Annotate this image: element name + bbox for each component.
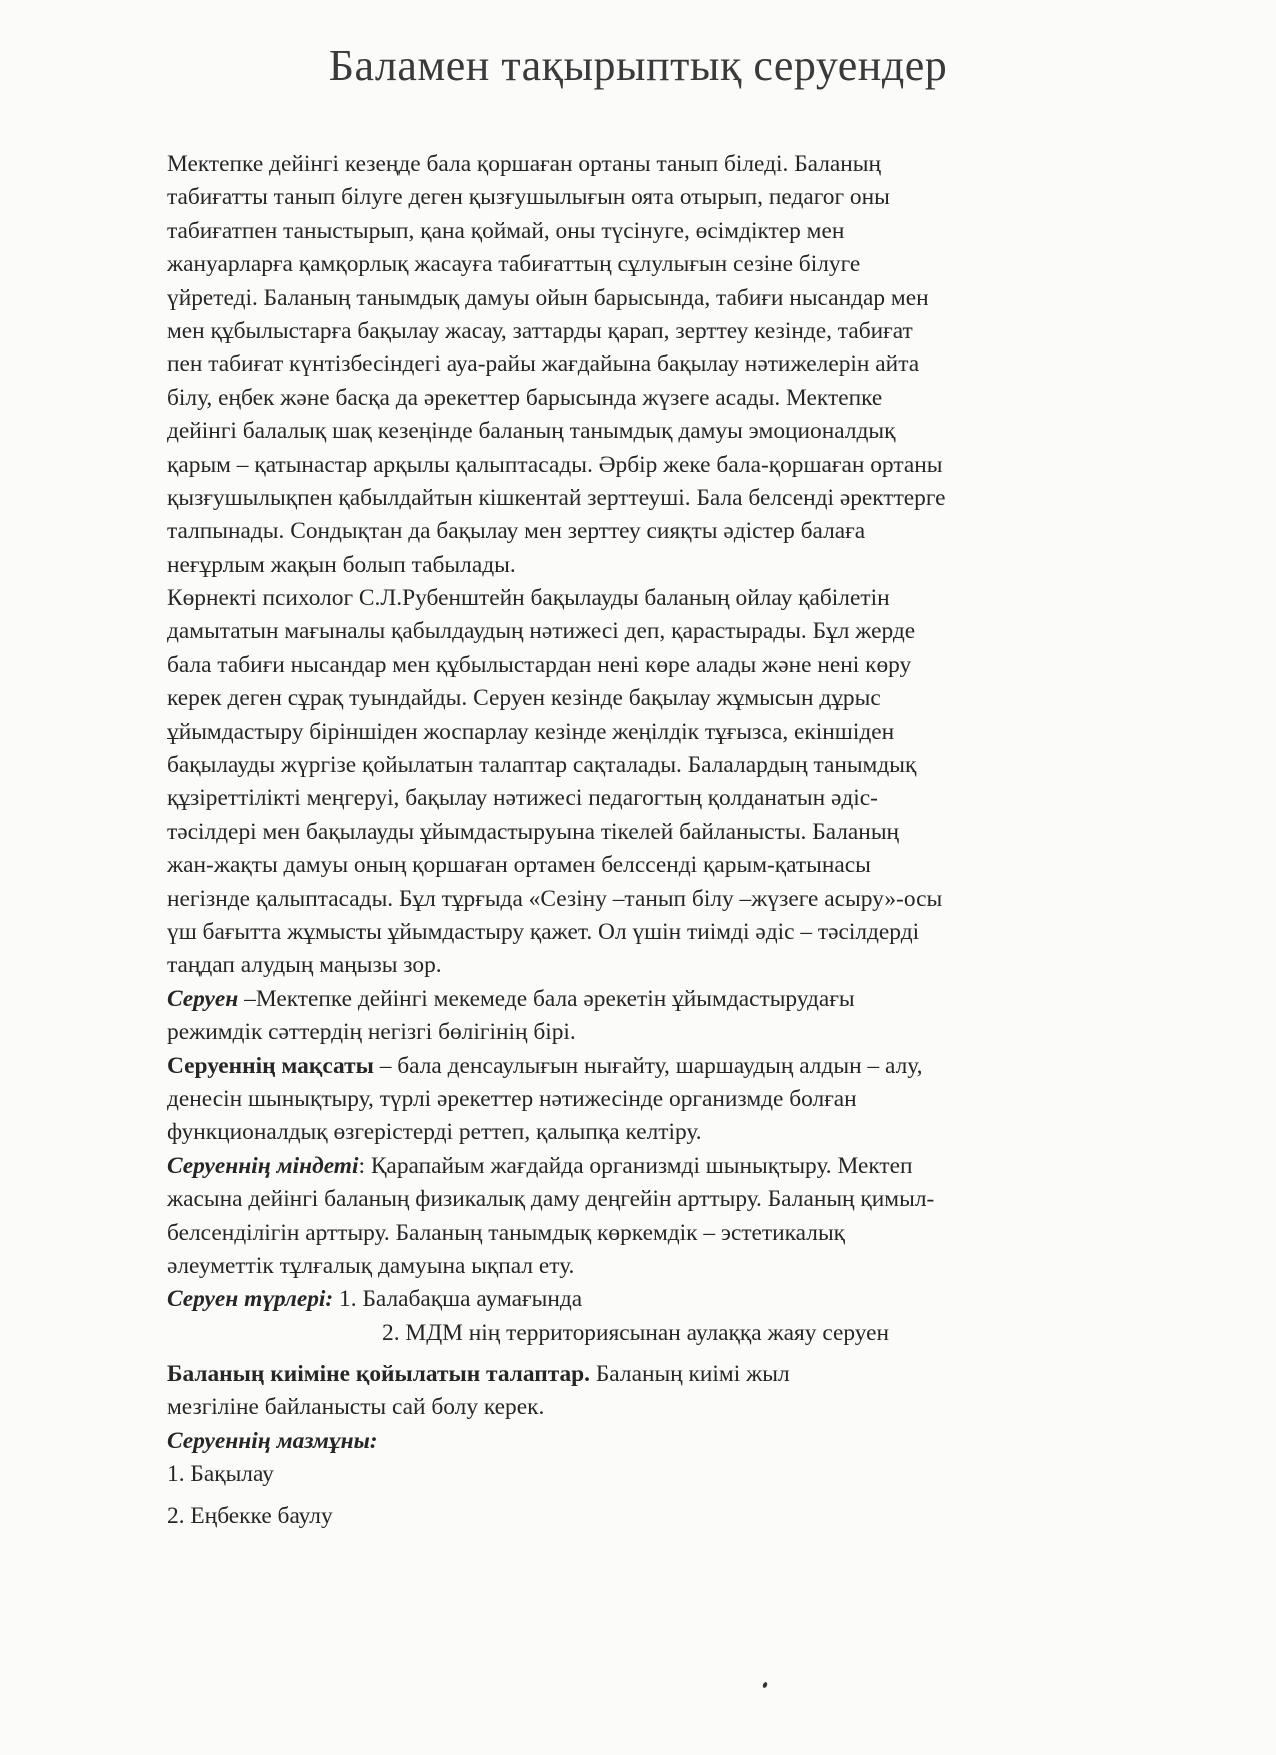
definition-turleri <box>167 1283 1137 1350</box>
term-mazmuny: Серуеннің мазмұны: <box>167 1427 378 1454</box>
definition-mindet <box>167 1150 1137 1284</box>
text-line: үш бағытта жұмысты ұйымдастыру қажет. Ол үшін тиімді әдіс – тәсілдерді <box>167 918 920 945</box>
term-seruen: Серуен <box>167 985 239 1012</box>
term-maqsat: Серуеннің мақсаты <box>167 1052 374 1079</box>
text-line: функционалдық өзгерістерді реттеп, қалыпқа келтіру. <box>167 1119 702 1146</box>
definition-seruen <box>167 983 1137 1050</box>
text-line: дамытатын мағыналы қабылдаудың нәтижесі деп, қарастырады. Бұл жерде <box>167 618 916 645</box>
definition-text: –Мектепке дейінгі мекемеде бала әрекетін ұйымдастырудағы <box>238 985 855 1012</box>
text-line: Көрнекті психолог С.Л.Рубенштейн бақылауды баланың ойлау қабілетін <box>167 585 890 612</box>
text-line: денесін шынықтыру, түрлі әрекеттер нәтижесінде организмде болған <box>167 1085 857 1112</box>
text-line: таңдап алудың маңызы зор. <box>167 952 442 979</box>
text-line: талпынады. Сондықтан да бақылау мен зерттеу сияқты әдістер балаға <box>167 518 866 545</box>
list-item: 1. Бақылау <box>167 1461 274 1488</box>
text-line: неғұрлым жақын болып табылады. <box>167 551 516 578</box>
text-line: қызғушылықпен қабылдайтын кішкентай зерттеуші. Бала белсенді әректтерге <box>167 484 946 511</box>
text-line: керек деген сұрақ туындайды. Серуен кезінде бақылау жұмысын дұрыс <box>167 685 881 712</box>
text-line: бақылауды жүргізе қойылатын талаптар сақталады. Балалардың танымдық <box>167 752 917 779</box>
text-line: білу, еңбек және басқа да әрекеттер барысында жүзеге асады. Мектепке <box>167 384 883 411</box>
term-mindet: Серуеннің міндеті <box>167 1152 359 1179</box>
list-item: 2. МДМ нің территориясынан аулаққа жаяу серуен <box>382 1319 890 1346</box>
definition-maqsat <box>167 1050 1137 1150</box>
text-line: жануарларға қамқорлық жасауға табиғаттың сұлулығын сезіне білуге <box>167 251 861 278</box>
section-mazmuny <box>167 1425 1137 1533</box>
paragraph-intro <box>167 148 1137 582</box>
definition-kiim <box>167 1358 1137 1425</box>
term-kiim: Баланың киіміне қойылатын талаптар. <box>167 1361 591 1388</box>
text-line: бала табиғи нысандар мен құбылыстардан нені көре алады және нені көру <box>167 651 912 678</box>
text-line: қарым – қатынастар арқылы қалыптасады. Әрбір жеке бала-қоршаған ортаны <box>167 451 943 478</box>
text-line: белсенділігін арттыру. Баланың танымдық көркемдік – эстетикалық <box>167 1219 846 1246</box>
text-line: Мектепке дейінгі кезеңде бала қоршаған ортаны танып біледі. Баланың <box>167 151 882 177</box>
text-line: жасына дейінгі баланың физикалық даму деңгейін арттыру. Баланың қимыл- <box>167 1186 935 1213</box>
text-line: дейінгі балалық шақ кезеңінде баланың танымдық дамуы эмоционалдық <box>167 418 896 445</box>
definition-text: Баланың киімі жыл <box>590 1361 790 1388</box>
list-item: 1. Балабақша аумағында <box>333 1286 583 1313</box>
scan-speck <box>762 1681 768 1688</box>
text-line: үйретеді. Баланың танымдық дамуы ойын барысында, табиғи нысандар мен <box>167 284 929 311</box>
page-title: Баламен тақырыптық серуендер <box>328 41 948 90</box>
text-line: құзіреттілікті меңгеруі, бақылау нәтижесі педагогтың қолданатын әдіс- <box>167 785 878 812</box>
definition-text: : Қарапайым жағдайда организмді шынықтыру. Мектеп <box>358 1152 913 1179</box>
text-line: әлеуметтік тұлғалық дамуына ықпал ету. <box>167 1252 575 1279</box>
text-line: режимдік сәттердің негізгі бөлігінің бірі. <box>167 1019 576 1046</box>
definition-text: – бала денсаулығын нығайту, шаршаудың алдын – алу, <box>373 1052 923 1079</box>
text-line: пен табиғат күнтізбесіндегі ауа-райы жағдайына бақылау нәтижелерін айта <box>167 351 920 378</box>
text-line: мен құбылыстарға бақылау жасау, заттарды қарап, зерттеу кезінде, табиғат <box>167 317 913 344</box>
text-line: ұйымдастыру біріншіден жоспарлау кезінде жеңілдік тұғызса, екіншіден <box>167 718 895 745</box>
text-line: табиғатпен таныстырып, қана қоймай, оны түсінуге, өсімдіктер мен <box>167 217 845 244</box>
text-line: жан-жақты дамуы оның қоршаған ортамен белссенді қарым-қатынасы <box>167 852 871 879</box>
list-item: 2. Еңбекке баулу <box>167 1502 333 1529</box>
text-line: табиғатты танып білуге деген қызғушылығын оята отырып, педагог оны <box>167 184 890 211</box>
paragraph-rubenstein <box>167 582 1137 983</box>
document-body <box>167 148 1137 1533</box>
term-turleri: Серуен түрлері: <box>167 1286 334 1313</box>
text-line: мезгіліне байланысты сай болу керек. <box>167 1394 545 1421</box>
text-line: негізнде қалыптасады. Бұл тұрғыда «Сезіну –танып білу –жүзеге асыру»-осы <box>167 885 943 912</box>
text-line: тәсілдері мен бақылауды ұйымдастыруына тікелей байланысты. Баланың <box>167 818 900 845</box>
